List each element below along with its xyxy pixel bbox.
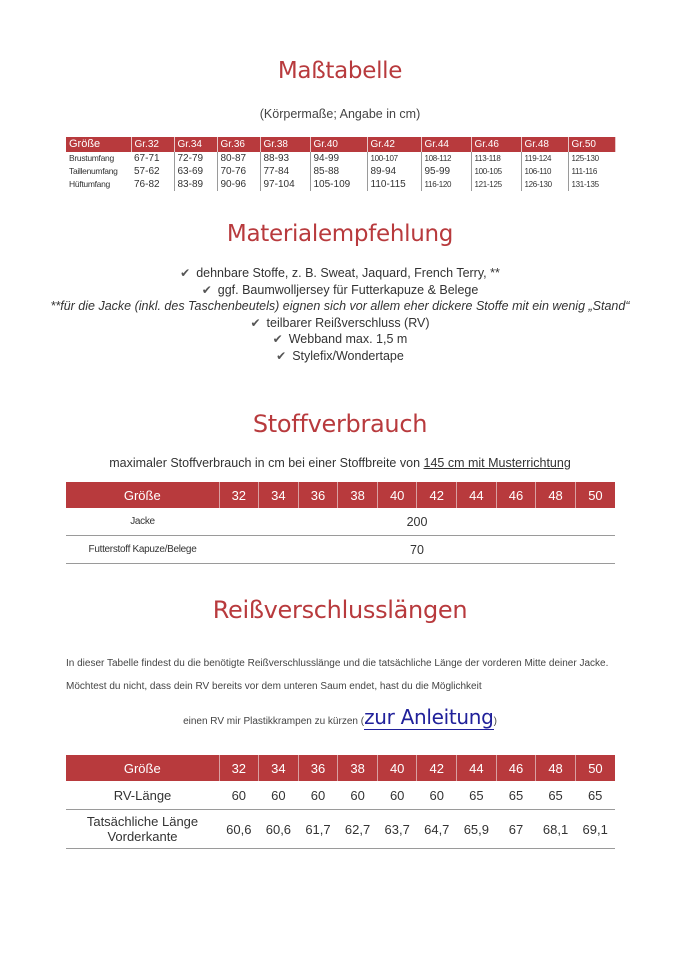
table-header-row <box>66 137 615 152</box>
stoffverbrauch-intro: maximaler Stoffverbrauch in cm bei einer Stoffbreite von 145 cm mit Musterrichtung <box>109 456 571 470</box>
table-cell: 67-71 <box>131 152 174 165</box>
table-cell: 67 <box>508 821 524 837</box>
tutorial-link[interactable]: zur Anleitung <box>364 705 494 729</box>
list-item: ✔ teilbarer Reißverschluss (RV) <box>250 315 430 330</box>
table-cell: 60 <box>271 787 286 803</box>
header-cell: 42 <box>417 482 457 508</box>
header-cell: Gr.46 <box>471 137 521 152</box>
table-cell: 60 <box>310 787 326 803</box>
checkmark-icon: ✔ <box>180 266 191 280</box>
header-cell: 46 <box>496 755 536 781</box>
checkmark-icon: ✔ <box>272 332 283 346</box>
masstabelle-subtitle: (Körpermaße; Angabe in cm) <box>259 107 421 121</box>
table-row <box>66 178 615 191</box>
header-cell: 36 <box>298 482 338 508</box>
header-cell: 48 <box>536 482 576 508</box>
table-row <box>66 781 615 810</box>
table-cell: 72-79 <box>174 152 217 165</box>
table-cell: 85-88 <box>310 165 367 178</box>
table-cell: 60 <box>350 787 365 803</box>
table-cell: 69,1 <box>582 821 608 837</box>
header-cell: Gr.40 <box>310 137 367 152</box>
header-cell: Gr.32 <box>131 137 174 152</box>
table-cell: 63-69 <box>174 165 217 178</box>
header-cell: 38 <box>338 755 378 781</box>
table-cell: 111-116 <box>571 167 597 176</box>
row-label: Tatsächliche Länge Vorderkante <box>86 814 199 844</box>
table-cell: 65,9 <box>463 821 490 837</box>
table-cell: 131-135 <box>571 180 599 189</box>
reiss-table <box>66 755 615 849</box>
table-cell: 88-93 <box>260 152 310 165</box>
header-cell: 50 <box>575 482 615 508</box>
stoffverbrauch-table <box>66 482 615 564</box>
material-note: **für die Jacke (inkl. des Taschenbeutels) eignen sich vor allem eher dickere Stoffe mit ein wenig „Stand“ <box>50 299 630 313</box>
header-cell: 32 <box>219 755 259 781</box>
table-cell: 119-124 <box>521 152 568 165</box>
header-cell: 32 <box>219 482 259 508</box>
header-cell: Gr.48 <box>521 137 568 152</box>
table-cell: 70 <box>410 542 424 557</box>
table-row <box>66 508 615 536</box>
header-cell: Gr.42 <box>367 137 421 152</box>
header-cell: 36 <box>298 755 338 781</box>
stoffverbrauch-title: Stoffverbrauch <box>252 410 428 438</box>
row-label: Jacke <box>130 516 155 527</box>
table-cell: 60 <box>231 787 247 803</box>
row-label: Brustumfang <box>69 153 114 163</box>
table-cell: 126-130 <box>521 178 568 191</box>
table-cell: 63,7 <box>384 821 410 837</box>
table-cell: 121-125 <box>471 178 521 191</box>
table-cell: 94-99 <box>310 152 367 165</box>
table-cell: 113-118 <box>471 152 521 165</box>
table-cell: 200 <box>406 514 428 529</box>
header-cell: Größe <box>66 137 131 152</box>
table-cell: 105-109 <box>310 178 367 191</box>
table-cell: 64,7 <box>424 821 450 837</box>
reiss-title: Reißverschlusslängen <box>212 596 468 624</box>
reiss-link-line: einen RV mir Plastikkrampen zu kürzen (zur Anleitung) <box>183 705 497 729</box>
table-cell: 62,7 <box>344 821 371 837</box>
table-cell: 110-115 <box>367 178 421 191</box>
header-cell: 34 <box>259 755 299 781</box>
table-cell: 70-76 <box>217 165 260 178</box>
header-cell: Gr.36 <box>217 137 260 152</box>
table-cell: 60 <box>389 787 405 803</box>
row-label: Hüftumfang <box>69 179 110 189</box>
header-cell: Gr.38 <box>260 137 310 152</box>
checkmark-icon: ✔ <box>276 348 287 363</box>
header-cell: 44 <box>457 755 497 781</box>
table-row <box>66 165 615 178</box>
header-cell: Gr.50 <box>568 137 615 152</box>
table-cell: 65 <box>587 787 603 803</box>
list-item: ✔ Webband max. 1,5 m <box>272 332 408 346</box>
list-item: ✔ Stylefix/Wondertape <box>276 348 404 363</box>
table-cell: 61,7 <box>305 821 331 837</box>
list-item: ✔ dehnbare Stoffe, z. B. Sweat, Jaquard, French Terry, ** <box>180 266 500 280</box>
row-label: RV-Länge <box>113 787 172 803</box>
checkmark-icon: ✔ <box>201 282 212 297</box>
table-cell: 89-94 <box>367 165 421 178</box>
header-cell: 34 <box>259 482 299 508</box>
header-cell: 40 <box>377 755 417 781</box>
header-cell: 48 <box>536 755 576 781</box>
table-header-row <box>66 755 615 781</box>
table-row <box>66 152 615 165</box>
header-cell: Größe <box>66 755 219 781</box>
header-cell: 44 <box>457 482 497 508</box>
table-cell: 97-104 <box>260 178 310 191</box>
reiss-paragraph: In dieser Tabelle findest du die benötigte Reißverschlusslänge und die tatsächliche Länge der vorderen Mitte deiner Jacke. Möchtest du nicht, dass dein RV bereits vor dem unteren Saum endet, hast du die Möglichkeit <box>66 658 609 692</box>
fabric-width: 145 cm mit Musterrichtung <box>423 456 571 470</box>
table-cell: 60,6 <box>265 821 292 837</box>
masstabelle-title: Maßtabelle <box>277 58 403 84</box>
table-cell: 80-87 <box>217 152 260 165</box>
table-header-row <box>66 482 615 508</box>
table-cell: 60,6 <box>226 821 252 837</box>
table-row <box>66 536 615 564</box>
masstabelle-table <box>66 137 616 191</box>
header-cell: 38 <box>338 482 378 508</box>
material-list <box>50 265 630 364</box>
row-label: Futterstoff Kapuze/Belege <box>88 544 197 555</box>
table-cell: 60 <box>429 787 444 803</box>
table-cell: 65 <box>548 787 563 803</box>
table-row <box>66 810 615 849</box>
header-cell: Gr.44 <box>421 137 471 152</box>
table-cell: 57-62 <box>131 165 174 178</box>
table-cell: 90-96 <box>217 178 260 191</box>
list-item: ✔ ggf. Baumwolljersey für Futterkapuze & Belege <box>201 282 479 297</box>
header-cell: 50 <box>575 755 615 781</box>
table-cell: 76-82 <box>131 178 174 191</box>
checkmark-icon: ✔ <box>250 315 261 330</box>
header-cell: Gr.34 <box>174 137 217 152</box>
table-cell: 77-84 <box>260 165 310 178</box>
table-cell: 106-110 <box>521 165 568 178</box>
table-cell: 100-107 <box>367 152 421 165</box>
table-cell: 108-112 <box>421 152 471 165</box>
table-cell: 65 <box>469 787 484 803</box>
table-cell: 65 <box>508 787 524 803</box>
material-title: Materialempfehlung <box>226 221 454 247</box>
row-label: Taillenumfang <box>69 166 118 176</box>
table-cell: 95-99 <box>421 165 471 178</box>
table-cell: 83-89 <box>174 178 217 191</box>
header-cell: 46 <box>496 482 536 508</box>
header-cell: Größe <box>66 482 219 508</box>
header-cell: 40 <box>377 482 417 508</box>
header-cell: 42 <box>417 755 457 781</box>
table-cell: 125-130 <box>571 154 599 163</box>
table-cell: 100-105 <box>471 165 521 178</box>
table-cell: 116-120 <box>421 178 471 191</box>
table-cell: 68,1 <box>542 821 569 837</box>
